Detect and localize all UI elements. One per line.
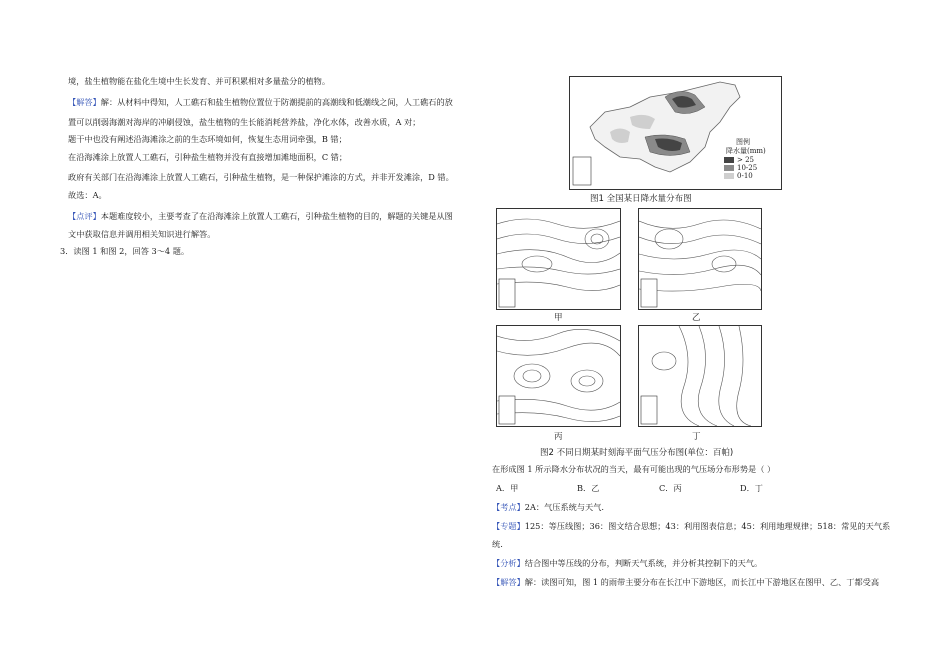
panel-ding-map bbox=[638, 325, 762, 427]
fenxi-text: 结合图中等压线的分布，判断天气系统，并分析其控制下的天气。 bbox=[524, 558, 763, 568]
panel-label-jia: 甲 bbox=[554, 313, 563, 323]
comment-tag: 【点评】 bbox=[68, 211, 101, 221]
comment-text: 本题难度较小，主要考查了在沿海滩涂上放置人工礁石，引种盐生植物的目的，解题的关键是从图 bbox=[100, 211, 453, 221]
zhuanti-cont: 统. bbox=[492, 539, 503, 549]
legend-swatch-mid bbox=[724, 165, 734, 171]
question-heading: 3．读图 1 和图 2，回答 3～4 题。 bbox=[60, 246, 190, 256]
isobar-map bbox=[497, 209, 620, 309]
panel-label-yi: 乙 bbox=[692, 313, 701, 323]
kaodian-tag: 【考点】 bbox=[492, 502, 525, 512]
jieda-line bbox=[492, 577, 879, 587]
isobar-map bbox=[639, 209, 761, 309]
panel-bing-map bbox=[496, 325, 621, 427]
answer-text: 解：从材料中得知，人工礁石和盐生植物位置位于防潮提前的高潮线和低潮线之间，人工礁石的放 bbox=[100, 97, 453, 107]
text-line: 政府有关部门在沿海滩涂上放置人工礁石，引种盐生植物，是一种保护滩涂的方式，并非开发滩涂，D 错。 bbox=[68, 172, 454, 182]
option-d: D．丁 bbox=[740, 483, 763, 493]
text-line: 置可以削弱海潮对海岸的冲刷侵蚀，盐生植物的生长能消耗营养盐，净化水体，改善水质，A 对； bbox=[68, 117, 421, 127]
text-line: 故选：A。 bbox=[68, 190, 107, 200]
legend-item: 0-10 bbox=[737, 172, 753, 180]
legend-swatch-heavy bbox=[724, 157, 734, 163]
kaodian-text: 2A：气压系统与天气. bbox=[524, 502, 604, 512]
legend-title: 图例 bbox=[736, 138, 750, 146]
panel-label-ding: 丁 bbox=[692, 432, 701, 442]
option-b: B．乙 bbox=[577, 483, 600, 493]
fenxi-line bbox=[492, 558, 762, 568]
figure1-map bbox=[569, 76, 782, 190]
answer-tag: 【解答】 bbox=[68, 97, 101, 107]
legend-item: > 25 bbox=[737, 156, 754, 164]
text-line: 文中获取信息并调用相关知识进行解答。 bbox=[68, 229, 216, 239]
option-c: C．丙 bbox=[659, 483, 682, 493]
text-line: 境，盐生植物能在盐化生境中生长发育、并可积累相对多量盐分的植物。 bbox=[68, 76, 331, 86]
panel-jia-map bbox=[496, 208, 621, 310]
question-text: 在形成图 1 所示降水分布状况的当天，最有可能出现的气压场分布形势是（ ） bbox=[492, 464, 776, 474]
text-line bbox=[68, 97, 453, 107]
kaodian-line bbox=[492, 502, 604, 512]
isobar-map bbox=[497, 326, 620, 426]
option-a: A．甲 bbox=[496, 483, 519, 493]
jieda-text: 解：读图可知，图 1 的雨带主要分布在长江中下游地区，而长江中下游地区在图甲、乙、丁都受高 bbox=[524, 577, 880, 587]
text-line bbox=[68, 211, 453, 221]
jieda-tag: 【解答】 bbox=[492, 577, 525, 587]
text-line: 题干中也没有阐述沿海滩涂之前的生态环境如何，恢复生态用词牵强，B 错； bbox=[68, 134, 347, 144]
panel-label-bing: 丙 bbox=[554, 432, 563, 442]
text-line: 在沿海滩涂上放置人工礁石，引种盐生植物并没有直接增加滩地面积，C 错； bbox=[68, 152, 348, 162]
legend-subtitle: 降水量(mm) bbox=[726, 147, 766, 155]
zhuanti-line bbox=[492, 521, 890, 531]
figure1-legend bbox=[720, 137, 774, 183]
fenxi-tag: 【分析】 bbox=[492, 558, 525, 568]
zhuanti-tag: 【专题】 bbox=[492, 521, 525, 531]
figure1-caption: 图1 全国某日降水量分布图 bbox=[590, 194, 692, 204]
zhuanti-text: 125：等压线图；36：图文结合思想；43：利用图表信息；45：利用地理规律；518：常见的天气系 bbox=[524, 521, 891, 531]
panel-yi-map bbox=[638, 208, 762, 310]
legend-item: 10-25 bbox=[737, 164, 758, 172]
figure2-caption: 图2 不同日期某时刻海平面气压分布图(单位：百帕) bbox=[540, 448, 734, 458]
isobar-map bbox=[639, 326, 761, 426]
legend-swatch-light bbox=[724, 173, 734, 179]
